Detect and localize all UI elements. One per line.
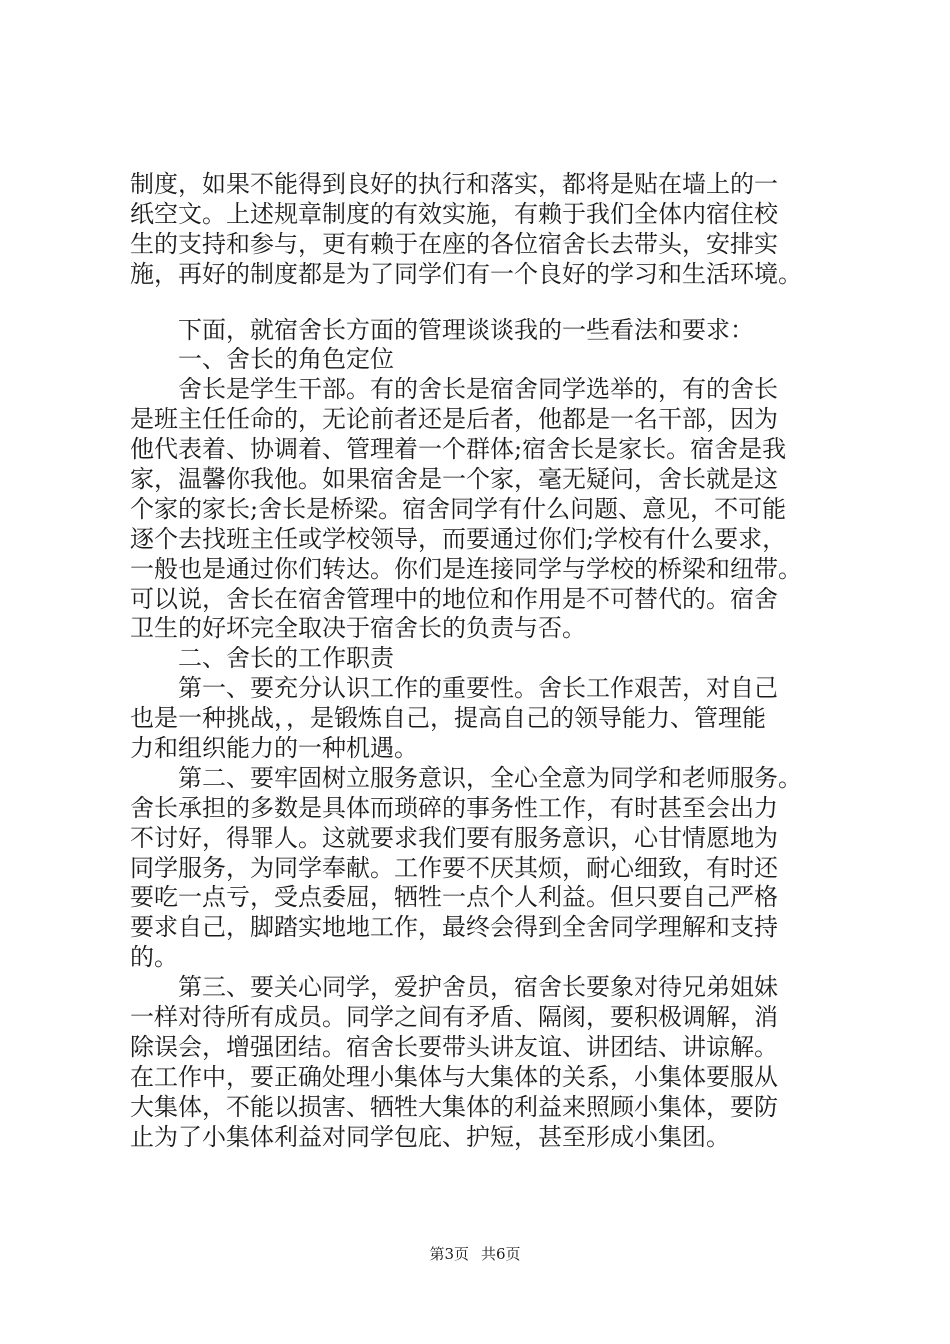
text-line: 是班主任任命的，无论前者还是后者，他都是一名干部，因为 <box>130 405 778 434</box>
paragraph-block-intro <box>130 170 835 290</box>
text-line: 力和组织能力的一种机遇。 <box>130 734 418 763</box>
text-line: 施，再好的制度都是为了同学们有一个良好的学习和生活环境。 <box>130 259 802 288</box>
text-line: 大集体，不能以损害、牺牲大集体的利益来照顾小集体，要防 <box>130 1092 778 1121</box>
text-line: 舍长是学生干部。有的舍长是宿舍同学选举的，有的舍长 <box>130 375 778 404</box>
text-line: 在工作中，要正确处理小集体与大集体的关系，小集体要服从 <box>130 1062 778 1091</box>
text-line: 制度，如果不能得到良好的执行和落实，都将是贴在墙上的一 <box>130 170 778 198</box>
text-line: 一、舍长的角色定位 <box>130 345 394 374</box>
text-line: 要求自己，脚踏实地地工作，最终会得到全舍同学理解和支持 <box>130 913 778 942</box>
text-line: 不讨好，得罪人。这就要求我们要有服务意识，心甘情愿地为 <box>130 823 778 852</box>
page-number: 第3页 <box>429 1245 469 1263</box>
text-line: 舍长承担的多数是具体而琐碎的事务性工作，有时甚至会出力 <box>130 793 778 822</box>
text-line: 第二、要牢固树立服务意识，全心全意为同学和老师服务。 <box>130 763 802 792</box>
text-line: 他代表着、协调着、管理着一个群体;宿舍长是家长。宿舍是我 <box>130 435 787 464</box>
text-line: 可以说，舍长在宿舍管理中的地位和作用是不可替代的。宿舍 <box>130 584 778 613</box>
text-line: 纸空文。上述规章制度的有效实施，有赖于我们全体内宿住校 <box>130 199 778 228</box>
text-line: 除误会，增强团结。宿舍长要带头讲友谊、讲团结、讲谅解。 <box>130 1032 778 1061</box>
text-line: 二、舍长的工作职责 <box>130 644 394 673</box>
paragraph-block-main <box>130 316 835 1153</box>
text-line: 个家的家长;舍长是桥梁。宿舍同学有什么问题、意见，不可能 <box>130 494 787 523</box>
text-line: 卫生的好坏完全取决于宿舍长的负责与否。 <box>130 614 586 643</box>
text-line: 生的支持和参与，更有赖于在座的各位宿舍长去带头，安排实 <box>130 229 778 258</box>
text-line: 下面，就宿舍长方面的管理谈谈我的一些看法和要求： <box>130 315 754 344</box>
text-line: 一般也是通过你们转达。你们是连接同学与学校的桥梁和纽带。 <box>130 554 802 583</box>
text-line: 一样对待所有成员。同学之间有矛盾、隔阂，要积极调解，消 <box>130 1003 778 1032</box>
page-footer <box>0 1244 950 1264</box>
text-line: 的。 <box>130 943 178 972</box>
paragraph-gap <box>130 290 835 316</box>
text-line: 也是一种挑战，，是锻炼自己，提高自己的领导能力、管理能 <box>130 704 766 733</box>
text-line: 第一、要充分认识工作的重要性。舍长工作艰苦，对自己 <box>130 674 778 703</box>
page-total: 共6页 <box>481 1245 521 1263</box>
document-body <box>130 170 835 1153</box>
text-line: 逐个去找班主任或学校领导，而要通过你们;学校有什么要求， <box>130 524 787 553</box>
text-line: 止为了小集体利益对同学包庇、护短，甚至形成小集团。 <box>130 1122 730 1151</box>
text-line: 要吃一点亏，受点委屈，牺牲一点个人利益。但只要自己严格 <box>130 883 778 912</box>
text-line: 同学服务，为同学奉献。工作要不厌其烦，耐心细致，有时还 <box>130 853 778 882</box>
text-line: 第三、要关心同学，爱护舍员，宿舍长要象对待兄弟姐妹 <box>130 973 778 1002</box>
text-line: 家，温馨你我他。如果宿舍是一个家，毫无疑问，舍长就是这 <box>130 465 778 494</box>
